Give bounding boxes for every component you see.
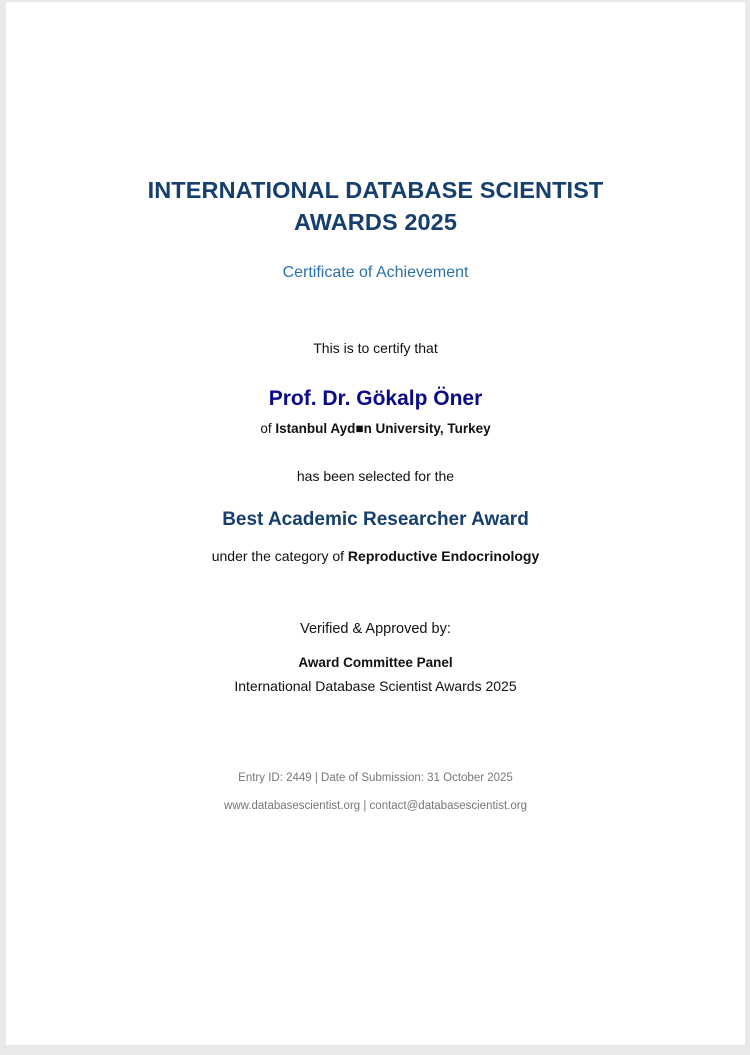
affiliation-line [6,421,745,436]
committee-name: Award Committee Panel [298,655,453,670]
entry-info: Entry ID: 2449 | Date of Submission: 31 October 2025 [238,772,513,784]
title-line-2: AWARDS 2025 [293,209,458,235]
certify-text: This is to certify that [313,340,438,356]
certificate-subtitle: Certificate of Achievement [282,264,469,281]
selected-text: has been selected for the [296,468,455,484]
contact-links: www.databasescientist.org | contact@databasescientist.org [224,800,527,812]
affiliation-prefix: of [260,421,272,436]
recipient-name: Prof. Dr. Gökalp Öner [268,387,483,410]
certificate-page [6,2,745,1045]
category-name: Reproductive Endocrinology [347,548,540,564]
category-prefix: under the category of [211,548,345,564]
affiliation-name: Istanbul Ayd■n University, Turkey [275,421,491,436]
certificate-title [6,174,745,238]
title-line-1: INTERNATIONAL DATABASE SCIENTIST [147,177,604,203]
organization-name: International Database Scientist Awards 2025 [234,678,517,694]
verified-text: Verified & Approved by: [300,621,451,637]
category-line [6,548,745,564]
award-name: Best Academic Researcher Award [222,509,529,530]
